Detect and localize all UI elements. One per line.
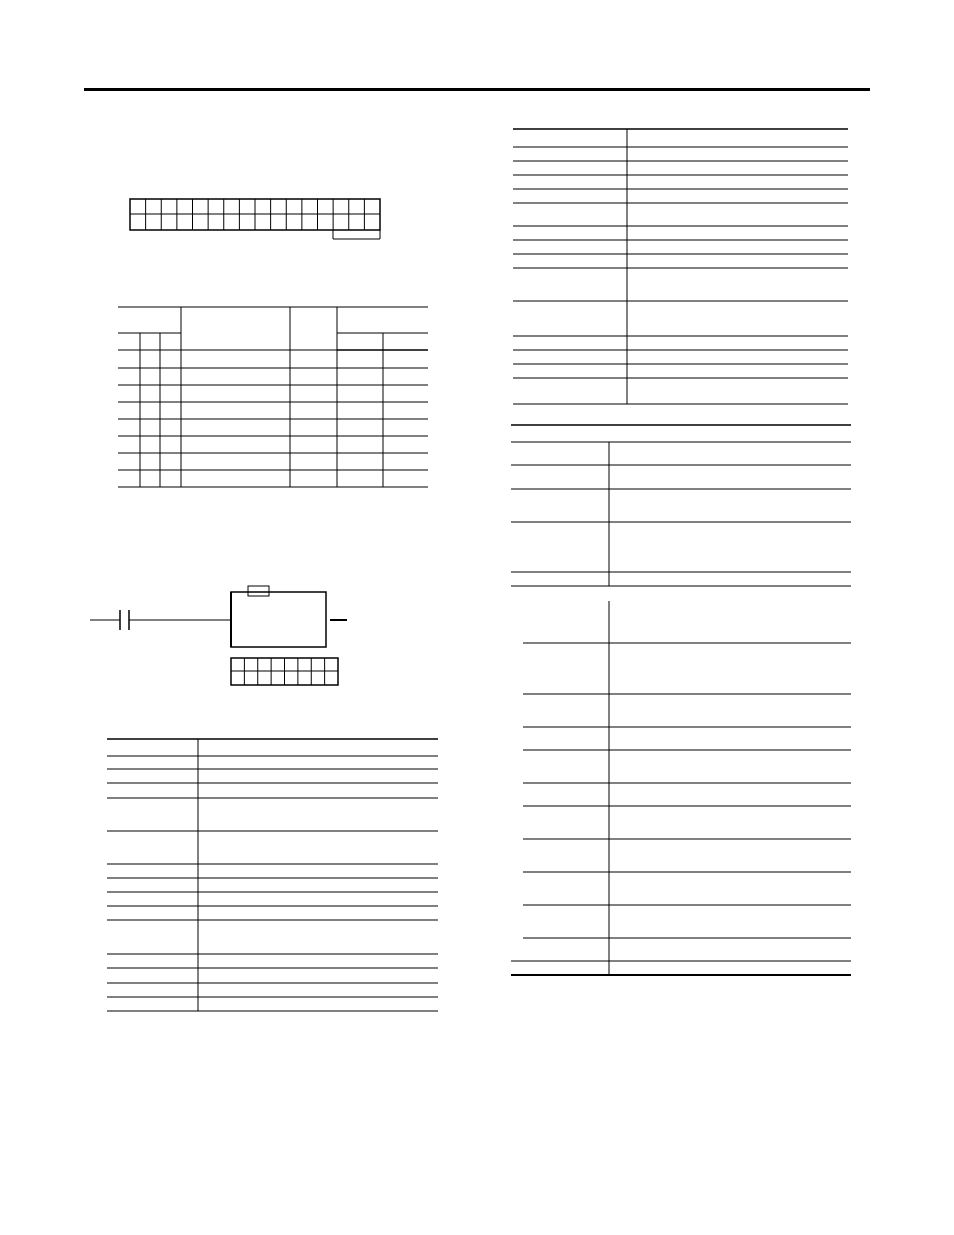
instruction-block — [231, 592, 326, 647]
instruction-block-tab — [248, 586, 269, 596]
